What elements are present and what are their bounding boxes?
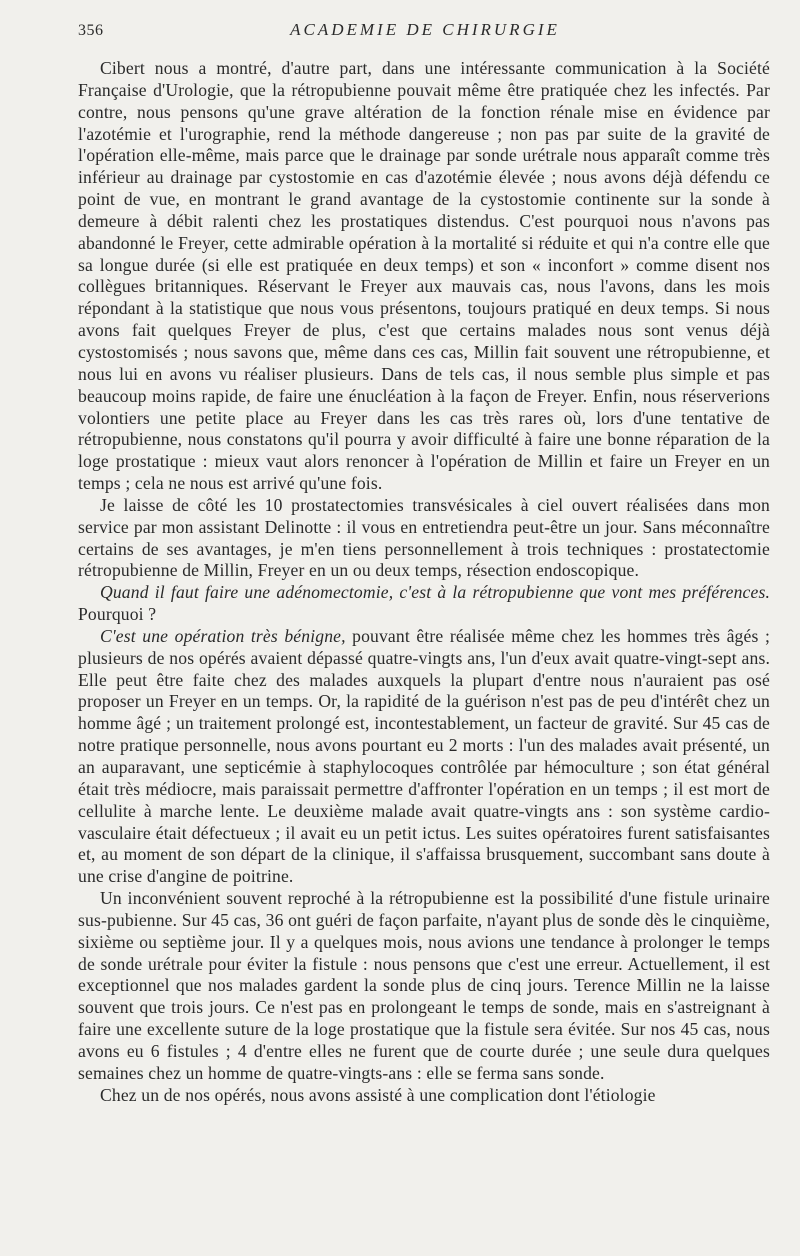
body-text: [78, 58, 770, 1107]
paragraph-text: pouvant être réalisée même chez les hommes très âgés ; plusieurs de nos opérés avaient dépassé quatre-vingts ans, l'un d'eux avait quatre-vingt-sept ans. Elle peut être faite chez des malades auxquels la plupart d'entre nous n'auraient pas osé proposer un Freyer en un temps. Or, la rapidité de la guérison n'est pas de peu d'intérêt chez un homme âgé ; un traitement prolongé est, incontestablement, un facteur de gravité. Sur 45 cas de notre pratique personnelle, nous avons pourtant eu 2 morts : l'un des malades avait présenté, un an auparavant, une septicémie à staphylocoques contrôlée par hémoculture ; son état général était très médiocre, mais paraissait permettre d'affronter l'opération en un temps ; il est mort de cellulite à marche lente. Le deuxième malade avait quatre-vingts ans : son système cardio-vasculaire était défectueux ; il avait eu un petit ictus. Les suites opératoires furent satisfaisantes et, au moment de son départ de la clinique, il s'affaissa brusquement, succombant sans doute à une crise d'angine de poitrine.: [78, 625, 770, 887]
italic-phrase: Quand il faut faire une adénomectomie, c'est à la rétropubienne que vont mes préférences.: [100, 582, 770, 603]
paragraph-text: Pourquoi ?: [78, 604, 157, 625]
paragraph: [78, 582, 770, 626]
paragraph: Un inconvénient souvent reproché à la rétropubienne est la possibilité d'une fistule urinaire sus-pubienne. Sur 45 cas, 36 ont guéri de façon parfaite, n'ayant plus de sonde dès le cinquième, sixième ou septième jour. Il y a quelques mois, nous avions une tendance à prolonger le temps de sonde urétrale pour éviter la fistule : nous pensons que c'est une erreur. Actuellement, il est exceptionnel que nos malades gardent la sonde plus de cinq jours. Terence Millin ne la laisse souvent que trois jours. Ce n'est pas en prolongeant le temps de sonde, mais en s'astreignant à faire une excellente suture de la loge prostatique que la fistule sera évitée. Sur nos 45 cas, nous avons eu 6 fistules ; 4 d'entre elles ne furent que de courte durée ; une seule dura quelques semaines chez un homme de quatre-vingts-ans : elle se ferma sans sonde.: [78, 888, 770, 1083]
italic-phrase: C'est une opération très bénigne,: [100, 625, 346, 646]
page-number: 356: [78, 22, 104, 39]
running-title: ACADEMIE DE CHIRURGIE: [290, 20, 560, 39]
paragraph: [78, 626, 770, 888]
page-header: [78, 20, 772, 44]
paragraph: Cibert nous a montré, d'autre part, dans une intéressante communication à la Société Française d'Urologie, que la rétropubienne pouvait même être pratiquée chez les infectés. Par contre, nous pensons qu'une grave altération de la fonction rénale mise en évidence par l'azotémie et l'urographie, rend la méthode dangereuse ; non pas par suite de la gravité de l'opération elle-même, mais parce que le drainage par sonde urétrale nous apparaît comme très inférieur au drainage par cystostomie en cas d'azotémie élevée ; nous avons déjà défendu ce point de vue, en montrant le grand avantage de la cystostomie continente sur la sonde à demeure à débit ralenti chez les prostatiques distendus. C'est pourquoi nous n'avons pas abandonné le Freyer, cette admirable opération à la mortalité si réduite et qui n'a contre elle que sa longue durée (si elle est pratiquée en deux temps) et son « inconfort » comme disent nos collègues britanniques. Réservant le Freyer aux mauvais cas, nous l'avons, dans les mois répondant à la statistique que nous vous présentons, toujours pratiqué en deux temps. Si nous avons fait quelques Freyer de plus, c'est que certains malades nous sont venus déjà cystostomisés ; nous savons que, même dans ces cas, Millin fait souvent une rétropubienne, et nous lui en avons vu réaliser plusieurs. Dans de tels cas, il nous semble plus simple et pas beaucoup moins rapide, de faire une énucléation à la façon de Freyer. Enfin, nous réserverions volontiers une petite place au Freyer dans les cas très rares où, lors d'une tentative de rétropubienne, nous constatons qu'il pourra y avoir difficulté à faire une bonne réparation de la loge prostatique : mieux vaut alors renoncer à l'opération de Millin et faire un Freyer en un temps ; cela ne nous est arrivé qu'une fois.: [78, 58, 770, 494]
paragraph: Je laisse de côté les 10 prostatectomies transvésicales à ciel ouvert réalisées dans mon service par mon assistant Delinotte : il vous en entretiendra peut-être un jour. Sans méconnaître certains de ses avantages, je m'en tiens personnellement à trois techniques : prostatectomie rétropubienne de Millin, Freyer en un ou deux temps, résection endoscopique.: [78, 494, 770, 581]
paragraph: Chez un de nos opérés, nous avons assisté à une complication dont l'étiologie: [100, 1084, 656, 1105]
